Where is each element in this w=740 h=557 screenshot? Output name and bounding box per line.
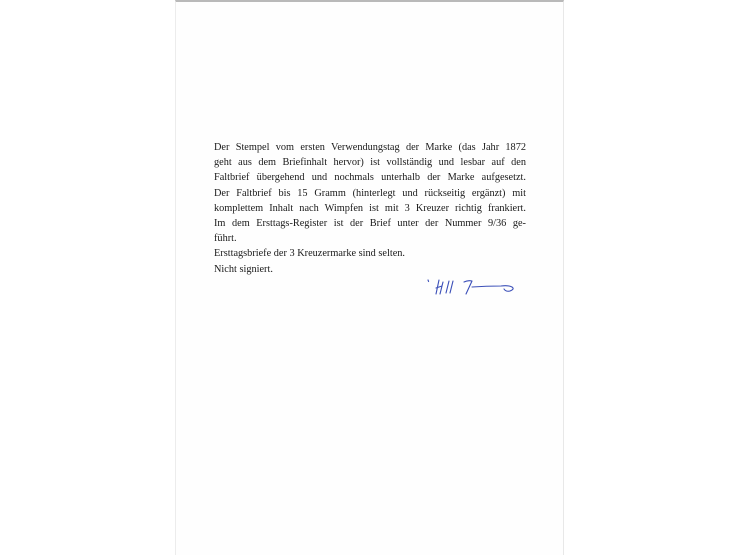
text-line: Ersttagsbriefe der 3 Kreuzermarke sind selten. xyxy=(214,248,405,260)
certificate-text xyxy=(214,140,526,277)
text-line: führt. xyxy=(214,233,237,245)
text-line: Der Faltbrief bis 15 Gramm (hinterlegt und rückseitig ergänzt) mit xyxy=(214,187,526,199)
text-line: Der Stempel vom ersten Verwendungstag der Marke (das Jahr 1872 xyxy=(214,142,526,153)
document-page xyxy=(175,0,564,555)
faint-footer-imprint xyxy=(236,492,506,498)
text-line: Faltbrief übergehend und nochmals unterhalb der Marke aufgesetzt. xyxy=(214,172,526,184)
text-line: Im dem Ersttags-Register ist der Brief unter der Nummer 9/36 ge- xyxy=(214,218,526,230)
text-line: geht aus dem Briefinhalt hervor) ist vollständig und lesbar auf den xyxy=(214,157,526,169)
handwritten-signature xyxy=(426,274,526,296)
text-line: komplettem Inhalt nach Wimpfen ist mit 3 Kreuzer richtig frankiert. xyxy=(214,202,526,214)
text-line: Nicht signiert. xyxy=(214,263,273,275)
